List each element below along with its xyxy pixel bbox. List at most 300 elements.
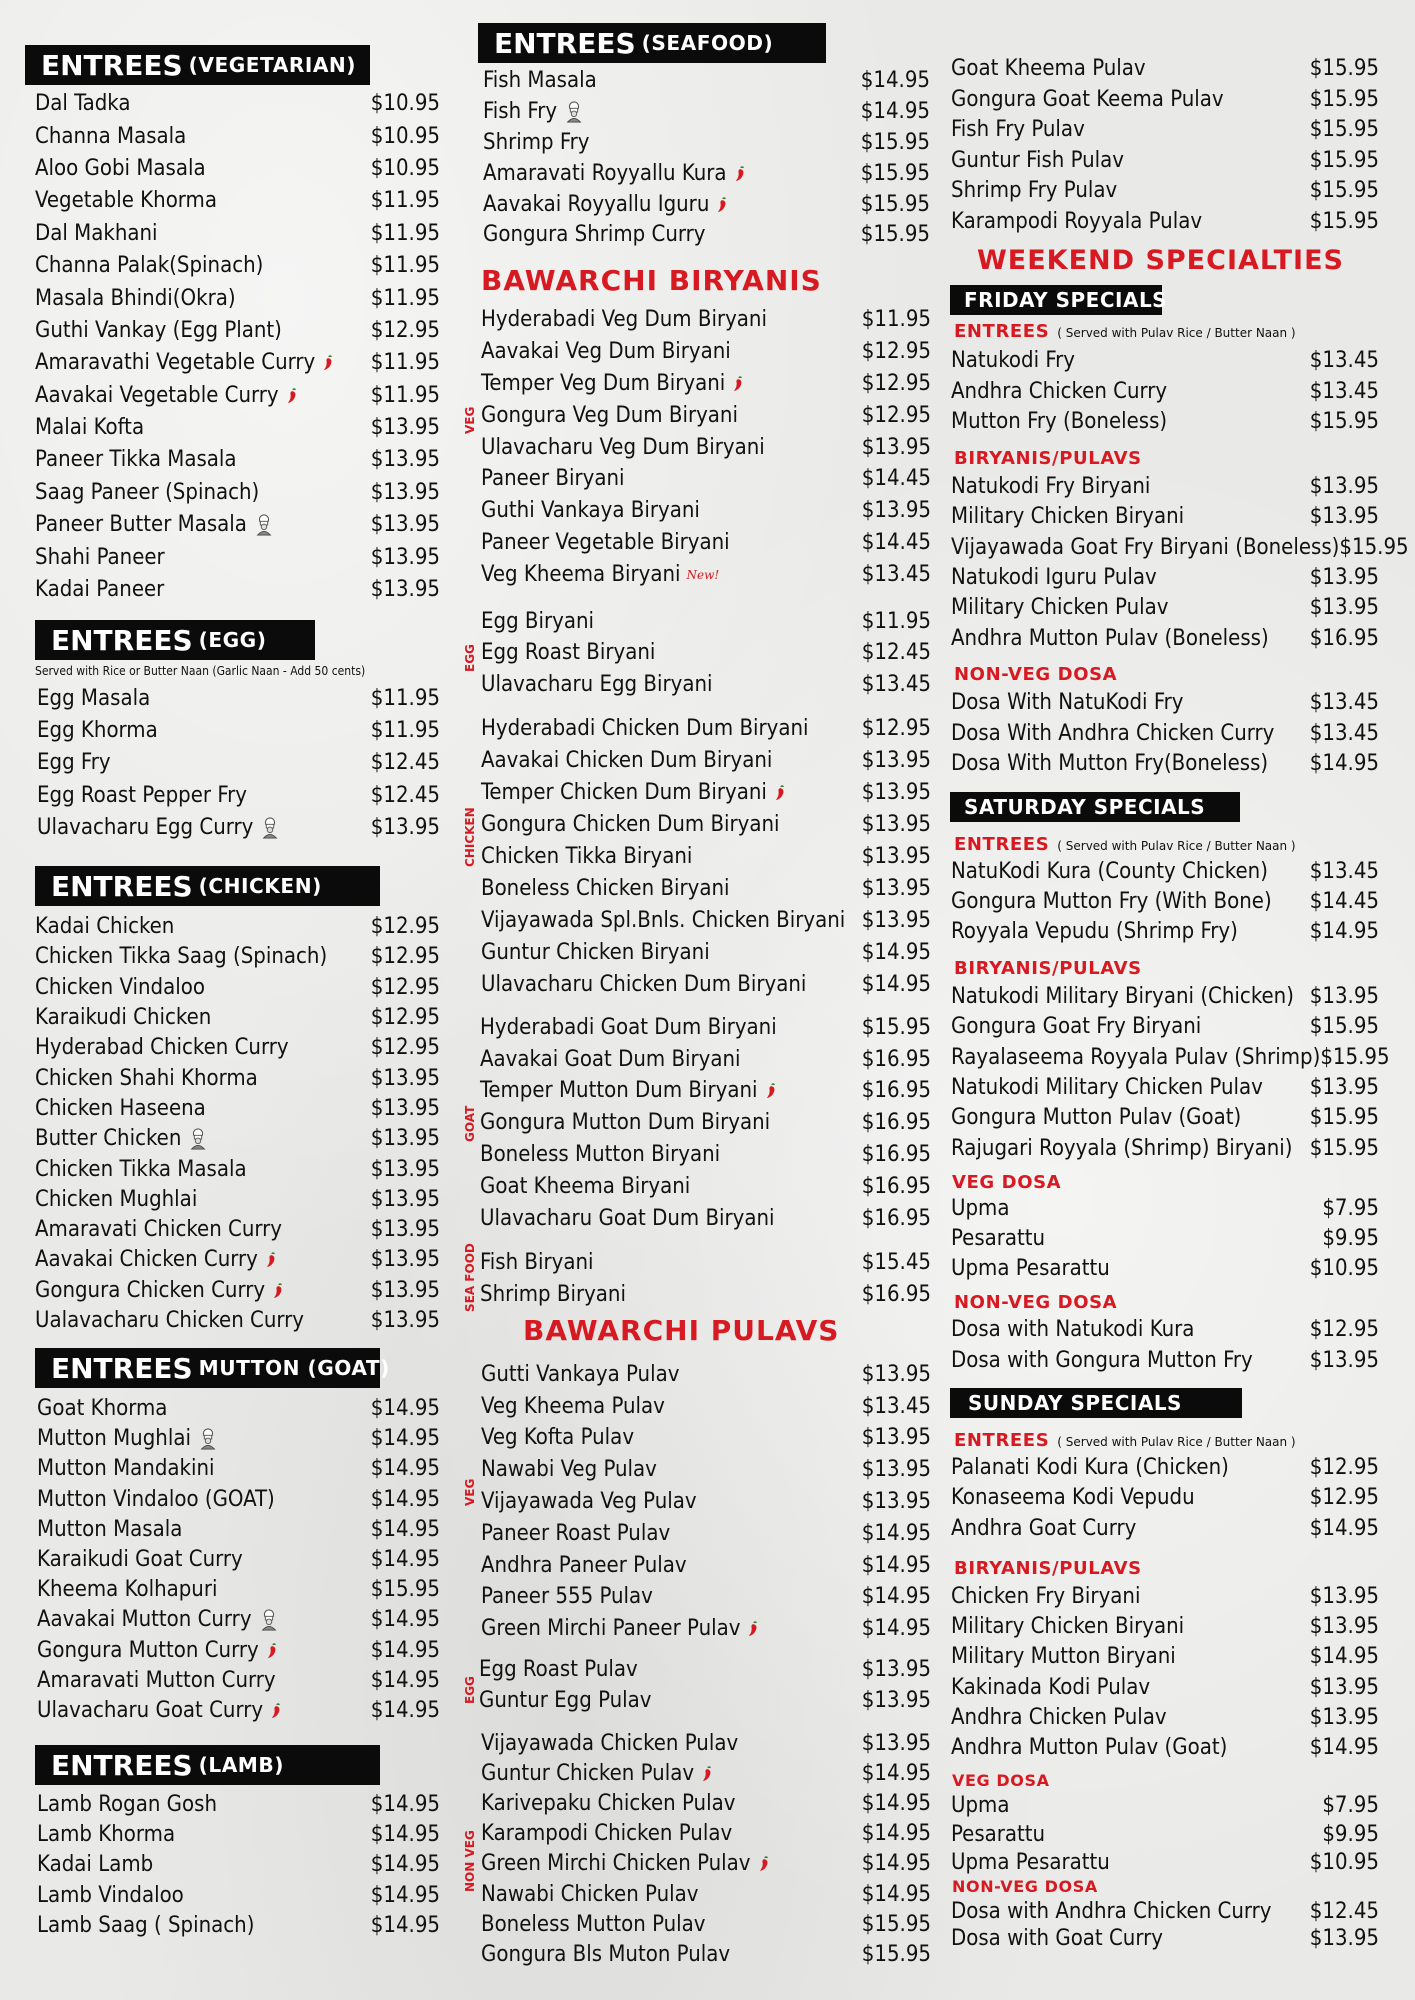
saturday-dosa-list: [951, 1315, 1379, 1376]
menu-item: [951, 1224, 1379, 1254]
menu-item-name: Shrimp Biryani: [480, 1282, 626, 1307]
menu-item-name: Natukodi Iguru Pulav: [951, 565, 1157, 591]
menu-item-name: Natukodi Fry: [951, 348, 1075, 374]
menu-item: [35, 1276, 440, 1306]
menu-item-name: Kakinada Kodi Pulav: [951, 1674, 1151, 1700]
menu-item-name: Karampodi Royyala Pulav: [951, 208, 1203, 234]
menu-item: [35, 250, 440, 282]
menu-item-price: $14.95: [861, 940, 931, 965]
menu-item-name: Mutton Mughlai: [37, 1428, 219, 1450]
menu-item-price: $10.95: [370, 123, 440, 149]
menu-item-name: Dosa with Natukodi Kura: [951, 1317, 1195, 1343]
menu-item: [481, 432, 931, 464]
menu-item: [951, 982, 1379, 1012]
menu-item: [481, 809, 931, 841]
menu-item: [37, 683, 440, 715]
menu-item: [35, 282, 440, 314]
chili-pepper-icon: [731, 374, 745, 394]
menu-item-name: Chicken Haseena: [35, 1095, 206, 1121]
menu-item: [951, 472, 1379, 502]
menu-item-name: Nawabi Chicken Pulav: [481, 1881, 699, 1907]
menu-item-price: $16.95: [861, 1046, 931, 1072]
menu-list-biryani-veg: [481, 304, 931, 591]
menu-item: [951, 1642, 1379, 1672]
menu-item: [951, 623, 1379, 653]
menu-item-price: $15.95: [1320, 1044, 1390, 1070]
menu-item-name: Paneer Tikka Masala: [35, 447, 237, 473]
menu-item-price: $13.95: [861, 1656, 931, 1682]
menu-item-name: Fish Biryani: [480, 1250, 594, 1275]
menu-item: [37, 1790, 440, 1820]
menu-item-price: $13.95: [861, 780, 931, 805]
menu-item-price: $11.95: [370, 188, 440, 214]
menu-item-price: $15.95: [1309, 147, 1379, 173]
menu-item-price: $11.95: [370, 382, 440, 408]
menu-item: [481, 1359, 931, 1391]
menu-item-name: Gongura Shrimp Curry: [483, 222, 706, 248]
menu-item-name: Ulavacharu Goat Curry: [37, 1700, 283, 1722]
menu-item-price: $14.95: [370, 1667, 440, 1693]
menu-item: [35, 1094, 440, 1124]
menu-item-price: $14.95: [861, 1552, 931, 1578]
menu-item-price: $13.95: [370, 447, 440, 473]
menu-item-name: Natukodi Military Chicken Pulav: [951, 1075, 1263, 1101]
menu-item: [951, 719, 1379, 750]
menu-item-name: Egg Roast Biryani: [481, 640, 656, 666]
menu-item: [37, 1545, 440, 1575]
menu-item-name: Nawabi Veg Pulav: [481, 1457, 657, 1483]
menu-item-name: NatuKodi Kura (County Chicken): [951, 859, 1268, 885]
menu-item-name: Andhra Chicken Curry: [951, 378, 1168, 404]
menu-item-price: $14.95: [370, 1486, 440, 1512]
menu-item: [951, 1194, 1379, 1224]
menu-item-price: $15.95: [861, 1941, 931, 1967]
menu-item: [37, 1636, 440, 1666]
category-label-egg: EGG: [463, 644, 477, 672]
menu-item-price: $12.95: [861, 338, 931, 364]
menu-list-pulav-egg: [479, 1654, 931, 1716]
category-label-seafood: SEA FOOD: [463, 1243, 477, 1312]
menu-item-price: $13.95: [861, 1457, 931, 1483]
menu-item-price: $10.95: [370, 91, 440, 117]
menu-item: [481, 1613, 931, 1645]
menu-item: [951, 1673, 1379, 1703]
menu-item-name: Lamb Khorma: [37, 1822, 176, 1848]
menu-item-name: Guntur Fish Pulav: [951, 147, 1125, 173]
menu-item: [481, 1391, 931, 1423]
menu-list-biryani-seafood: [480, 1247, 931, 1311]
menu-item: [37, 715, 440, 747]
menu-item-price: $16.95: [861, 1142, 931, 1168]
menu-item-price: $14.95: [861, 1616, 931, 1642]
menu-item-name: Malai Kofta: [35, 415, 145, 441]
menu-item-price: $12.95: [370, 1035, 440, 1061]
saturday-header: SATURDAY SPECIALS: [950, 792, 1240, 822]
menu-item-name: Chicken Shahi Khorma: [35, 1065, 258, 1091]
menu-item-price: $15.45: [861, 1250, 931, 1275]
menu-item-price: $13.95: [370, 1095, 440, 1121]
menu-item-price: $15.95: [860, 160, 930, 186]
menu-item-price: $11.95: [370, 220, 440, 246]
menu-list-mutton: [37, 1394, 440, 1726]
menu-item: [951, 593, 1379, 623]
menu-item-price: $14.95: [1309, 1515, 1379, 1541]
menu-item: [481, 777, 931, 809]
saturday-dosa-label: NON-VEG DOSA: [954, 1292, 1118, 1313]
menu-list-seafood: [483, 66, 930, 251]
menu-item-price: $13.45: [1309, 690, 1379, 716]
menu-item: [951, 1483, 1379, 1513]
menu-item-price: $13.95: [370, 512, 440, 538]
menu-item-price: $12.45: [370, 782, 440, 808]
menu-item: [37, 1424, 440, 1454]
section-subtitle: (SEAFOOD): [641, 31, 774, 55]
menu-item-price: $15.95: [1309, 117, 1379, 143]
menu-item: [951, 1849, 1379, 1878]
menu-item-name: Gongura Bls Muton Pulav: [481, 1941, 731, 1967]
menu-item-name: Aloo Gobi Masala: [35, 155, 206, 181]
menu-item-name: Butter Chicken: [35, 1128, 209, 1150]
menu-item-name: Andhra Goat Curry: [951, 1515, 1137, 1541]
chili-pepper-icon: [265, 1641, 279, 1661]
menu-item-name: Egg Masala: [37, 686, 151, 712]
menu-item-price: $13.95: [1309, 504, 1379, 530]
menu-item-price: $11.95: [370, 285, 440, 311]
menu-item-price: $13.95: [1309, 1075, 1379, 1101]
menu-item-name: Upma Pesarattu: [951, 1850, 1110, 1876]
menu-item-price: $13.95: [861, 844, 931, 869]
menu-item: [481, 713, 931, 745]
menu-item: [37, 1881, 440, 1911]
chili-pepper-icon: [271, 1281, 285, 1301]
menu-item-price: $15.95: [1309, 56, 1379, 82]
menu-item-name: Ulavacharu Goat Dum Biryani: [480, 1205, 775, 1231]
menu-item: [35, 477, 440, 509]
menu-item-name: Green Mirchi Paneer Pulav: [481, 1618, 760, 1640]
menu-item-name: Ulavacharu Egg Curry: [37, 817, 281, 839]
menu-item: [481, 1729, 931, 1759]
menu-item: [951, 1514, 1379, 1544]
chef-icon: [197, 1428, 219, 1450]
menu-item-price: $14.95: [370, 1822, 440, 1848]
menu-item-name: Natukodi Military Biryani (Chicken): [951, 984, 1294, 1010]
menu-item: [951, 85, 1379, 116]
chili-pepper-icon: [700, 1764, 714, 1784]
menu-item-price: $12.95: [370, 317, 440, 343]
menu-item-price: $16.95: [861, 1110, 931, 1136]
menu-item-price: $15.95: [860, 222, 930, 248]
menu-item-price: $14.95: [370, 1516, 440, 1542]
menu-item: [951, 54, 1379, 85]
menu-item-name: Mutton Mandakini: [37, 1456, 215, 1482]
menu-item-name: Boneless Mutton Biryani: [480, 1142, 721, 1168]
menu-item-price: $12.95: [370, 974, 440, 1000]
menu-item-name: Dosa with Andhra Chicken Curry: [951, 1898, 1272, 1924]
menu-item-price: $14.95: [861, 972, 931, 997]
menu-item: [951, 1012, 1379, 1042]
menu-item-name: Egg Fry: [37, 750, 111, 776]
menu-item-name: Ualavacharu Chicken Curry: [35, 1308, 305, 1333]
menu-item-price: $15.95: [1339, 534, 1409, 560]
menu-item-price: $15.95: [861, 1014, 931, 1040]
menu-item-price: $13.45: [861, 1393, 931, 1419]
menu-item: [951, 1821, 1379, 1850]
menu-item-price: $14.95: [370, 1637, 440, 1663]
menu-item: [37, 1820, 440, 1850]
menu-item-name: Aavakai Veg Dum Biryani: [481, 338, 731, 364]
menu-item-name: Hyderabad Chicken Curry: [35, 1035, 289, 1061]
menu-item-price: $16.95: [861, 1282, 931, 1307]
menu-item-name: Chicken Mughlai: [35, 1186, 198, 1212]
section-title: ENTREES: [51, 869, 193, 903]
menu-item-price: $13.95: [370, 544, 440, 570]
menu-item-name: Goat Kheema Pulav: [951, 56, 1146, 82]
menu-item-price: $14.95: [860, 99, 930, 125]
menu-item-name: Dal Tadka: [35, 91, 131, 117]
menu-item-price: $13.95: [1309, 1614, 1379, 1640]
menu-item-price: $14.95: [370, 1697, 440, 1723]
menu-item-name: Upma Pesarattu: [951, 1256, 1110, 1281]
menu-item-name: Fish Fry: [483, 101, 585, 123]
menu-item-name: Guthi Vankaya Biryani: [481, 498, 700, 524]
menu-item: [35, 412, 440, 444]
menu-item-name: Paneer 555 Pulav: [481, 1584, 653, 1610]
menu-item-price: $13.95: [861, 434, 931, 460]
menu-item-name: Aavakai Chicken Curry: [35, 1249, 278, 1271]
menu-item-name: Upma: [951, 1793, 1010, 1819]
section-title: ENTREES: [51, 1351, 193, 1385]
menu-item-price: $15.95: [1309, 1105, 1379, 1131]
menu-item-name: Andhra Mutton Pulav (Boneless): [951, 625, 1269, 651]
menu-item-price: $7.95: [1322, 1793, 1379, 1819]
menu-item-price: $13.95: [370, 479, 440, 505]
menu-item-price: $16.95: [861, 1205, 931, 1231]
menu-item-name: Gongura Mutton Pulav (Goat): [951, 1105, 1242, 1131]
menu-item: [951, 917, 1379, 947]
menu-item-name: Lamb Rogan Gosh: [37, 1792, 217, 1818]
menu-item-name: Military Chicken Biryani: [951, 504, 1185, 530]
menu-item-name: Temper Veg Dum Biryani: [481, 373, 745, 395]
menu-item-name: Saag Paneer (Spinach): [35, 479, 260, 505]
friday-header: FRIDAY SPECIALS: [950, 285, 1162, 315]
section-header-chicken: [35, 866, 380, 906]
chili-pepper-icon: [746, 1619, 760, 1639]
menu-item-name: Gongura Goat Fry Biryani: [951, 1014, 1202, 1040]
menu-item-price: $11.95: [370, 253, 440, 279]
menu-list-chicken: [35, 912, 440, 1336]
menu-item-name: Boneless Chicken Biryani: [481, 876, 730, 901]
section-header-mutton: [35, 1348, 390, 1388]
chili-pepper-icon: [321, 353, 335, 373]
menu-item-price: $13.95: [370, 1156, 440, 1182]
menu-item: [481, 400, 931, 432]
pulavs-title: BAWARCHI PULAVS: [523, 1314, 840, 1347]
menu-item-price: $13.95: [861, 812, 931, 837]
menu-item-name: Channa Palak(Spinach): [35, 253, 264, 279]
menu-item: [37, 1605, 440, 1635]
menu-item: [35, 912, 440, 942]
menu-item-name: Chicken Fry Biryani: [951, 1584, 1141, 1610]
menu-item: [480, 1044, 931, 1076]
menu-item: [951, 1133, 1379, 1163]
menu-item-price: $14.95: [370, 1547, 440, 1573]
menu-item-name: Green Mirchi Chicken Pulav: [481, 1853, 771, 1875]
menu-item: [951, 407, 1379, 438]
menu-item-price: $13.95: [1309, 595, 1379, 621]
menu-item-price: $13.95: [1309, 984, 1379, 1010]
menu-item-name: Amaravathi Vegetable Curry: [35, 352, 335, 374]
menu-item: [951, 1103, 1379, 1133]
menu-item: [481, 937, 931, 969]
menu-item-name: Aavakai Mutton Curry: [37, 1609, 280, 1631]
menu-item-name: Veg Kheema Pulav: [481, 1393, 665, 1419]
menu-item-price: $12.95: [370, 914, 440, 940]
menu-item-price: $13.95: [1309, 565, 1379, 591]
menu-item-price: $13.95: [370, 1247, 440, 1273]
menu-list-pulav-veg: [481, 1359, 931, 1645]
menu-item-name: Military Chicken Biryani: [951, 1614, 1185, 1640]
menu-item: [37, 1850, 440, 1880]
menu-item-name: Chicken Vindaloo: [35, 974, 205, 1000]
menu-item-name: Fish Fry Pulav: [951, 117, 1085, 143]
menu-item: [35, 380, 440, 412]
menu-item-name: Karivepaku Chicken Pulav: [481, 1791, 736, 1817]
menu-item-price: $14.95: [370, 1792, 440, 1818]
menu-item-price: $15.95: [1309, 208, 1379, 234]
menu-item-name: Temper Mutton Dum Biryani: [480, 1080, 778, 1102]
menu-item-name: Egg Roast Pepper Fry: [37, 782, 247, 808]
section-subtitle: (LAMB): [198, 1753, 284, 1777]
menu-item-name: Temper Chicken Dum Biryani: [481, 782, 787, 804]
chef-icon: [253, 514, 275, 536]
sunday-header: SUNDAY SPECIALS: [950, 1388, 1242, 1418]
menu-item-name: Pesarattu: [951, 1821, 1046, 1847]
menu-item-price: $13.95: [1309, 1674, 1379, 1700]
menu-item-price: $14.45: [861, 466, 931, 492]
menu-item-price: $14.95: [1309, 751, 1379, 777]
saturday-entrees-label: ENTREES ( Served with Pulav Rice / Butter Naan ): [954, 834, 1296, 855]
menu-item: [951, 377, 1379, 408]
menu-item: [35, 1063, 440, 1093]
menu-item-name: Military Chicken Pulav: [951, 595, 1169, 621]
menu-item-name: Karaikudi Chicken: [35, 1005, 212, 1031]
chili-pepper-icon: [264, 1250, 278, 1270]
menu-item-price: $14.95: [370, 1396, 440, 1422]
menu-item: [481, 1454, 931, 1486]
menu-item-price: $14.95: [1309, 919, 1379, 945]
menu-item-name: Chicken Tikka Masala: [35, 1156, 247, 1182]
menu-item-name: Konaseema Kodi Vepudu: [951, 1485, 1195, 1511]
menu-list-biryani-goat: [480, 1012, 931, 1235]
menu-item: [481, 527, 931, 559]
biryanis-title: BAWARCHI BIRYANIS: [481, 264, 822, 297]
menu-item: [481, 905, 931, 937]
sunday-entrees-note: ( Served with Pulav Rice / Butter Naan ): [1057, 1435, 1296, 1449]
menu-item-name: Andhra Paneer Pulav: [481, 1552, 687, 1578]
menu-item: [951, 1926, 1379, 1954]
menu-item-name: Lamb Vindaloo: [37, 1882, 184, 1908]
menu-item: [37, 1394, 440, 1424]
menu-item: [483, 158, 930, 189]
sunday-vegdosa-list: [951, 1792, 1379, 1878]
menu-item-price: $13.95: [1309, 1347, 1379, 1373]
menu-item: [35, 973, 440, 1003]
sunday-entrees-label: ENTREES ( Served with Pulav Rice / Butter Naan ): [954, 1430, 1296, 1451]
menu-item-name: Pesarattu: [951, 1226, 1046, 1251]
menu-item-price: $13.95: [370, 577, 440, 603]
saturday-vegdosa-list: [951, 1194, 1379, 1284]
friday-biryanis-list: [951, 472, 1409, 654]
section-subtitle: (VEGETARIAN): [188, 53, 357, 77]
menu-item-price: $13.95: [861, 498, 931, 524]
menu-item: [481, 1518, 931, 1550]
menu-item: [951, 1582, 1379, 1612]
menu-item-price: $14.95: [861, 1761, 931, 1787]
menu-list-biryani-chicken: [481, 713, 931, 1001]
menu-item: [481, 1789, 931, 1819]
saturday-biryanis-list: [951, 982, 1390, 1164]
menu-item-name: Upma: [951, 1196, 1010, 1221]
menu-item: [35, 1033, 440, 1063]
menu-item-name: Guntur Chicken Pulav: [481, 1763, 714, 1785]
menu-item: [35, 153, 440, 185]
menu-item: [481, 745, 931, 777]
menu-item: [481, 1819, 931, 1849]
menu-item: [481, 1879, 931, 1909]
menu-item-price: $11.95: [370, 350, 440, 376]
menu-item-name: Kadai Paneer: [35, 577, 165, 603]
menu-item-name: Chicken Tikka Biryani: [481, 844, 693, 869]
menu-item: [35, 218, 440, 250]
menu-item: [951, 887, 1379, 917]
menu-item-name: Hyderabadi Veg Dum Biryani: [481, 306, 767, 332]
menu-item-name: Andhra Mutton Pulav (Goat): [951, 1735, 1228, 1761]
menu-list-egg: [37, 683, 440, 844]
menu-item-price: $13.45: [1309, 378, 1379, 404]
section-title: ENTREES: [494, 26, 636, 60]
menu-item-price: $14.95: [1309, 1735, 1379, 1761]
menu-item: [35, 1185, 440, 1215]
menu-item-name: Amaravati Mutton Curry: [37, 1667, 276, 1693]
menu-item-name: Ulavacharu Egg Biryani: [481, 671, 713, 697]
menu-item-name: Palanati Kodi Kura (Chicken): [951, 1455, 1229, 1481]
menu-item: [951, 857, 1379, 887]
menu-item-price: $16.95: [861, 1078, 931, 1104]
menu-item-price: $12.95: [1309, 1485, 1379, 1511]
menu-item: [37, 1666, 440, 1696]
menu-item-name: Shrimp Fry: [483, 129, 590, 155]
menu-item-price: $13.95: [370, 814, 440, 840]
menu-item-name: Karaikudi Goat Curry: [37, 1547, 243, 1573]
menu-item-price: $13.95: [1309, 1926, 1379, 1952]
menu-item-price: $14.45: [861, 530, 931, 556]
menu-item-price: $15.95: [1309, 1014, 1379, 1040]
menu-item-price: $13.95: [370, 1217, 440, 1243]
menu-item-name: Egg Khorma: [37, 718, 158, 744]
menu-item-price: $13.95: [861, 908, 931, 933]
section-header-egg: [35, 620, 315, 660]
menu-item: [480, 1012, 931, 1044]
menu-item: [480, 1203, 931, 1235]
saturday-vegdosa-label: VEG DOSA: [952, 1172, 1062, 1193]
category-label-goat: GOAT: [463, 1105, 477, 1142]
menu-item-name: Lamb Saag ( Spinach): [37, 1912, 255, 1938]
menu-item: [483, 189, 930, 220]
sunday-vegdosa-label: VEG DOSA: [952, 1771, 1050, 1790]
menu-item: [481, 1423, 931, 1455]
menu-item-name: Gongura Mutton Curry: [37, 1640, 279, 1662]
menu-item-price: $15.95: [1309, 409, 1379, 435]
